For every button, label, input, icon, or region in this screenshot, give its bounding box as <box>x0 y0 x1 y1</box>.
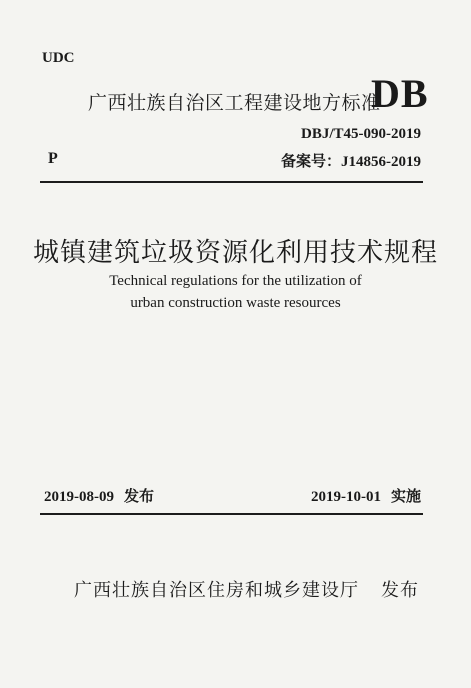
issuer-name: 广西壮族自治区住房和城乡建设厅 <box>74 580 359 601</box>
issue-label: 发布 <box>124 487 155 505</box>
record-label: 备案号： <box>280 152 341 170</box>
effective-label: 实施 <box>390 487 421 505</box>
udc-label: UDC <box>42 50 75 66</box>
issuer-label: 发布 <box>381 580 419 601</box>
top-divider <box>40 181 423 183</box>
standard-code: DBJ/T45-090-2019 <box>301 126 421 142</box>
issue-date-line <box>44 485 154 506</box>
category-label: P <box>48 150 58 167</box>
issuer-line <box>74 576 419 602</box>
title-english-line2: urban construction waste resources <box>130 295 341 311</box>
record-number-line <box>281 150 421 171</box>
effective-date: 2019-10-01 <box>310 489 381 505</box>
standard-name: 广西壮族自治区工程建设地方标准 <box>88 92 381 114</box>
db-mark: DB <box>371 71 429 116</box>
title-english-line1: Technical regulations for the utilization of <box>109 273 362 289</box>
issue-date: 2019-08-09 <box>44 489 114 505</box>
title-chinese: 城镇建筑垃圾资源化利用技术规程 <box>32 238 438 268</box>
record-number: J14856-2019 <box>341 154 421 170</box>
bottom-divider <box>40 513 423 515</box>
effective-date-line <box>311 485 421 506</box>
